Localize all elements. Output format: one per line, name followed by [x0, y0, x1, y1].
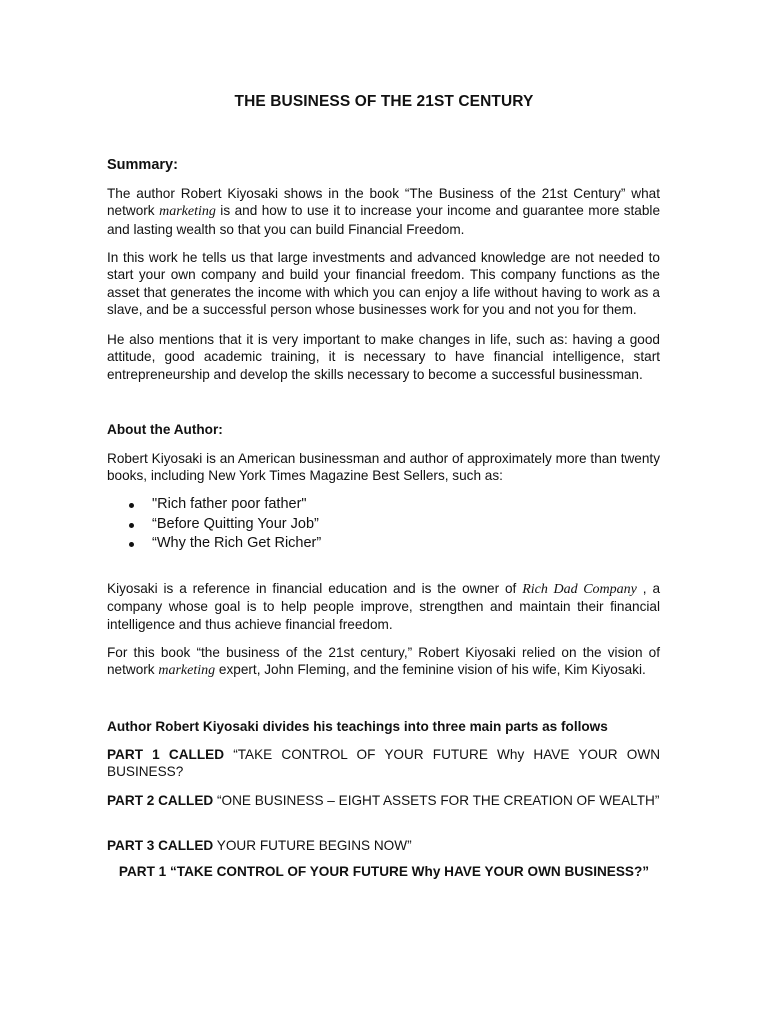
- part-2-label: PART 2 CALLED: [107, 793, 214, 808]
- part-2-text: “ONE BUSINESS – EIGHT ASSETS FOR THE CREATION OF WEALTH”: [213, 793, 660, 808]
- summary-p1-text-a: The author Robert Kiyosaki shows in the book “The Business of the 21st Century” what network: [107, 186, 660, 219]
- author-paragraph-1: Robert Kiyosaki is an American businessman and author of approximately more than twenty books, including New York Times Magazine Best Sellers, such as:: [107, 451, 660, 484]
- author-p3-text-a: For this book “the business of the 21st century,” Robert Kiyosaki relied on the vision of network: [107, 645, 660, 678]
- summary-paragraph-3: He also mentions that it is very important to make changes in life, such as: having a good attitude, good academic training, it is necessary to have financial intelligence, start entrepreneurship and develop the skills necessary to become a successful businessman.: [107, 332, 660, 382]
- part-3-line: [107, 837, 660, 854]
- author-p2-emphasis: Rich Dad Company: [522, 582, 637, 597]
- list-item: "Rich father poor father": [127, 495, 321, 515]
- list-item: “Why the Rich Get Richer”: [127, 534, 321, 554]
- part-1-text: “TAKE CONTROL OF YOUR FUTURE Why HAVE YOUR OWN BUSINESS?: [107, 747, 661, 780]
- list-item: “Before Quitting Your Job”: [127, 515, 321, 535]
- author-p2-text-a: Kiyosaki is a reference in financial education and is the owner of: [107, 581, 523, 596]
- part-1-label: PART 1 CALLED: [107, 747, 225, 762]
- part-3-text: YOUR FUTURE BEGINS NOW”: [213, 838, 412, 853]
- part-2-line: [107, 792, 660, 809]
- summary-p1-text-b: is and how to use it to increase your income and guarantee more stable and lasting wealth so that you can build Financial Freedom.: [107, 203, 661, 237]
- part-1-line: [107, 746, 660, 781]
- author-paragraph-3: [107, 644, 660, 680]
- author-paragraph-2: [107, 580, 660, 633]
- summary-paragraph-1: [107, 185, 660, 238]
- summary-p1-emphasis: marketing: [159, 204, 216, 220]
- author-p3-emphasis: marketing: [158, 663, 216, 679]
- author-p2-text-b: , a company whose goal is to help people improve, strengthen and maintain their financial intelligence and thus achieve financial freedom.: [107, 581, 660, 632]
- part-1-heading: PART 1 “TAKE CONTROL OF YOUR FUTURE Why HAVE YOUR OWN BUSINESS?”: [118, 864, 650, 879]
- author-p3-text-b: expert, John Fleming, and the feminine vision of his wife, Kim Kiyosaki.: [215, 662, 646, 678]
- part-3-label: PART 3 CALLED: [107, 838, 214, 853]
- book-list: [127, 495, 321, 554]
- summary-paragraph-2: In this work he tells us that large investments and advanced knowledge are not needed to start your own company and build your financial freedom. This company functions as the asset that generates the income with which you can enjoy a life without having to work as a slave, and be a successful person whose businesses work for you and not you for them.: [107, 250, 660, 318]
- document-title: THE BUSINESS OF THE 21ST CENTURY: [234, 93, 534, 110]
- about-author-heading: About the Author:: [107, 422, 223, 437]
- parts-intro: Author Robert Kiyosaki divides his teachings into three main parts as follows: [107, 719, 608, 734]
- summary-heading: Summary:: [107, 157, 178, 173]
